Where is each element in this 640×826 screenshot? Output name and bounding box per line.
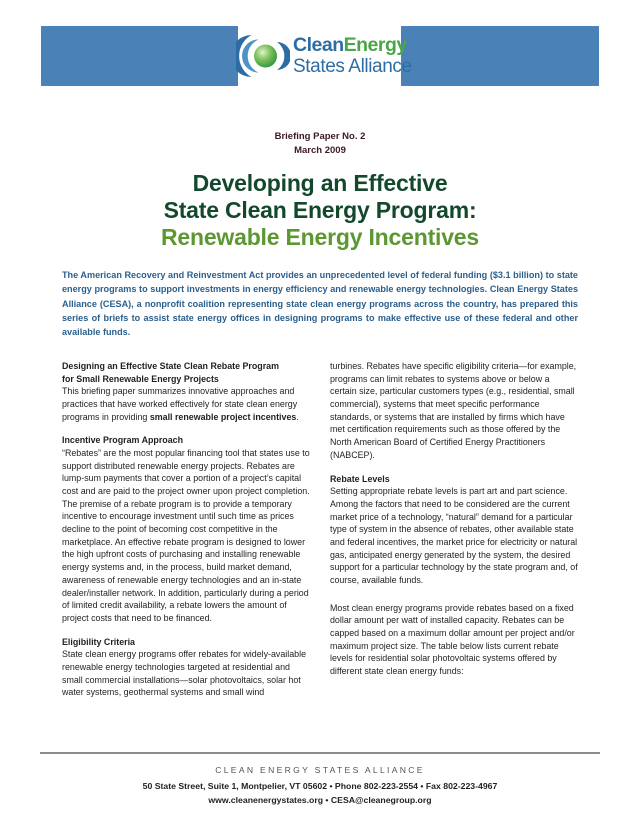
footer-organization: CLEAN ENERGY STATES ALLIANCE	[215, 765, 425, 776]
footer-divider	[40, 752, 600, 754]
designing-body-pre: This briefing paper summarizes innovative approaches and practices that have worked effectively for state clean energy programs in providing	[62, 386, 298, 422]
page-header	[0, 26, 640, 118]
left-column	[62, 360, 310, 699]
header-bar-right	[401, 26, 599, 86]
document-page	[0, 26, 640, 826]
designing-body-bold: small renewable project incentives	[149, 411, 297, 422]
cesa-logo	[236, 23, 412, 89]
section-body-designing	[62, 385, 310, 423]
page-title	[0, 170, 640, 251]
section-heading-eligibility-criteria: Eligibility Criteria	[62, 636, 135, 647]
briefing-info	[0, 130, 640, 158]
title-line-3: Renewable Energy Incentives	[160, 223, 479, 250]
header-bar-left	[41, 26, 238, 86]
title-line-1: Developing an Effective	[192, 169, 448, 196]
logo-word-energy: Energy	[343, 33, 407, 56]
section-body-eligibility-criteria: State clean energy programs offer rebates for widely-available renewable energy technologies targeted at residential and small commercial installations—solar photovoltaics, solar hot water systems, geothermal systems and small wind	[62, 649, 307, 698]
designing-body-post: .	[296, 411, 299, 422]
section-body-rebate-basis: Most clean energy programs provide rebates based on a fixed dollar amount per watt of installed capacity. Rebates can be capped based on a maximum dollar amount per project and/or maximum project size. The table below lists current rebate levels for residential solar photovoltaic systems offered by different state clean energy funds:	[330, 602, 575, 677]
title-line-2: State Clean Energy Program:	[163, 196, 477, 223]
section-heading-incentive-program-approach: Incentive Program Approach	[62, 435, 183, 446]
footer-address: 50 State Street, Suite 1, Montpelier, VT 05602 • Phone 802-223-2554 • Fax 802-223-4967	[142, 781, 498, 792]
section-heading-designing-line1: Designing an Effective State Clean Rebate Program	[62, 361, 280, 371]
section-heading-rebate-levels: Rebate Levels	[330, 473, 390, 484]
briefing-paper-number: Briefing Paper No. 2	[274, 131, 366, 142]
section-heading-designing-line2: for Small Renewable Energy Projects	[62, 373, 219, 384]
briefing-date: March 2009	[294, 144, 346, 156]
section-body-rebate-levels: Setting appropriate rebate levels is part art and part science. Among the factors that need to be considered are the current market price of a technology, “natural” demand for a particular type of system in the absence of rebates, other available state and federal incentives, the market price for electricity or natural gas, anticipated energy generated by the system, the desired support for a particular technology by the state program and, of course, available funds.	[330, 486, 578, 585]
cesa-logo-line2: States Alliance	[293, 56, 412, 78]
intro-paragraph: The American Recovery and Reinvestment Act provides an unprecedented level of federal funding ($3.1 billion) to state energy programs to support investments in energy efficiency and renewable energy technologies. Clean Energy States Alliance (CESA), a nonprofit coalition representing state clean energy programs across the country, has prepared this series of briefs to assist state energy offices in designing programs to make effective use of these federal and other available funds.	[62, 269, 578, 338]
right-column	[330, 360, 578, 699]
body-columns	[62, 360, 578, 699]
footer-web-contact: www.cleanenergystates.org • CESA@cleanegroup.org	[208, 795, 432, 806]
logo-word-clean: Clean	[293, 33, 344, 56]
cesa-logo-line1	[293, 33, 412, 56]
cesa-logo-text	[293, 33, 412, 78]
section-body-eligibility-continued: turbines. Rebates have specific eligibility criteria—for example, programs can limit rebates to systems above or below a certain size, particular customers types (e.g., residential, small commercial), systems that meet specific performance standards, or systems that are installed by firms which have met certification requirements such as those offered by the North American Board of Certified Energy Practitioners (NABCEP).	[330, 361, 577, 460]
section-body-incentive-program-approach: “Rebates” are the most popular financing tool that states use to support distributed renewable energy projects. Rebates are lump-sum payments that cover a portion of a project’s capital cost and are paid to the project owner upon project completion. The premise of a rebate program is to provide a temporary incentive to encourage investment until such time as prices decline to the point of becoming cost competitive in the marketplace. An effective rebate program is designed to lower the high upfront costs of purchasing and installing renewable energy systems and, in the process, build market demand, awareness of renewable energy technologies and an in-state dealer/installer network. In addition, particularly during a period of limited credit availability, a rebate lowers the amount of project costs that need to be financed.	[62, 447, 310, 623]
cesa-circle-logo-icon	[236, 29, 290, 83]
